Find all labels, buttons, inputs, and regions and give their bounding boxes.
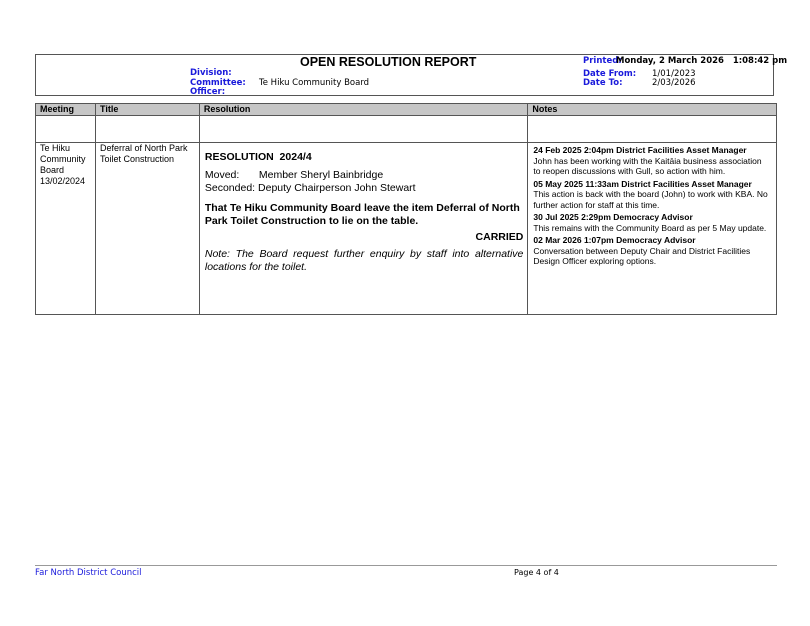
committee-label: Committee:	[190, 78, 246, 88]
resolution-heading: RESOLUTION 2024/4	[204, 151, 312, 163]
resolution-cell	[199, 143, 528, 315]
date-to-value: 2/03/2026	[652, 78, 696, 88]
empty-cell	[36, 116, 96, 143]
column-header-resolution: Resolution	[199, 104, 528, 116]
empty-cell	[199, 116, 528, 143]
page-number: Page 4 of 4	[514, 568, 559, 577]
title-cell: Deferral of North Park Toilet Construction	[95, 143, 199, 315]
note-text: Conversation between Deputy Chair and District Facilities Design Officer exploring options.	[533, 245, 751, 266]
committee-value: Te Hiku Community Board	[259, 78, 370, 88]
footer-divider	[35, 565, 777, 566]
meeting-line: Community	[40, 154, 86, 164]
footer-organisation: Far North District Council	[35, 568, 142, 578]
seconded-label: Seconded:	[204, 182, 256, 194]
resolution-table	[35, 103, 777, 315]
empty-cell	[95, 116, 199, 143]
table-row	[36, 143, 777, 315]
division-label: Division:	[190, 68, 232, 78]
resolution-note: Note: The Board request further enquiry by staff into alternative locations for the toilet.	[204, 248, 524, 273]
report-title: OPEN RESOLUTION REPORT	[300, 55, 477, 69]
meeting-date: 13/02/2024	[40, 176, 86, 186]
note-heading: 24 Feb 2025 2:04pm District Facilities Asset Manager	[533, 145, 747, 155]
note-heading: 30 Jul 2025 2:29pm Democracy Advisor	[533, 212, 693, 222]
date-from-label: Date From:	[583, 69, 637, 79]
empty-cell	[528, 116, 777, 143]
moved-value: Member Sheryl Bainbridge	[258, 169, 384, 181]
motion-text: That Te Hiku Community Board leave the item Deferral of North Park Toilet Construction to lie on the table.	[204, 202, 520, 227]
note-text: John has been working with the Kaitāia business association to reopen discussions with Gull, so action with him.	[533, 155, 762, 176]
seconded-line	[205, 182, 524, 195]
note-heading: 05 May 2025 11:33am District Facilities Asset Manager	[533, 178, 752, 189]
column-header-notes: Notes	[528, 104, 777, 116]
moved-label: Moved:	[204, 169, 240, 181]
note-text: This remains with the Community Board as per 5 May update.	[533, 222, 767, 233]
column-header-title: Title	[95, 104, 199, 116]
date-from-value: 1/01/2023	[652, 69, 696, 79]
table-row-empty	[36, 116, 777, 143]
officer-label: Officer:	[190, 87, 226, 97]
note-heading: 02 Mar 2026 1:07pm Democracy Advisor	[533, 235, 696, 245]
meeting-line: Board	[40, 165, 65, 175]
date-to-label: Date To:	[583, 78, 623, 88]
printed-value: Monday, 2 March 2026 1:08:42 pm	[616, 56, 788, 66]
moved-line	[205, 169, 524, 182]
meeting-cell	[36, 143, 96, 315]
note-text: This action is back with the board (John) to work with KBA. No further action for staff at this time.	[533, 189, 768, 210]
meeting-line: Te Hiku	[40, 143, 71, 153]
table-header-row	[36, 104, 777, 116]
seconded-value: Deputy Chairperson John Stewart	[258, 182, 416, 194]
outcome-badge: CARRIED	[475, 231, 524, 243]
notes-cell	[528, 143, 777, 315]
printed-label: Printed:	[583, 56, 622, 66]
column-header-meeting: Meeting	[36, 104, 96, 116]
